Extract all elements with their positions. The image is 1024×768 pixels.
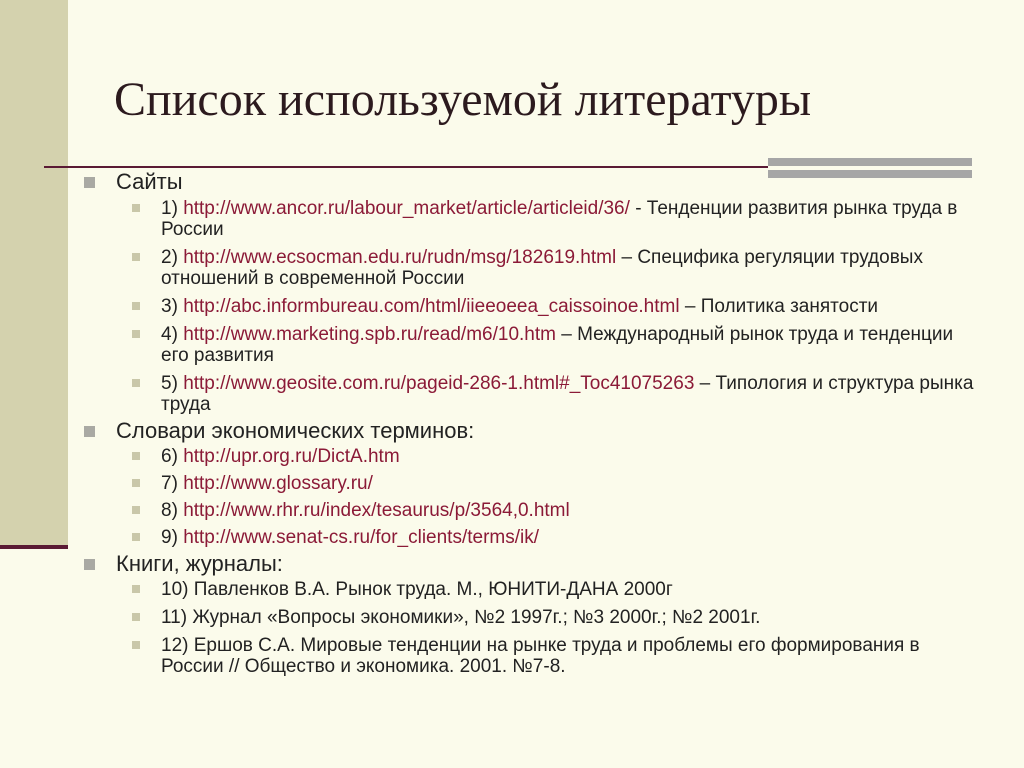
small-square-bullet-icon [132,330,140,338]
reference-item [84,635,986,677]
reference-description: - Тенденции развития рынка труда в России [161,198,958,240]
section-dictionaries [84,417,1004,548]
small-square-bullet-icon [132,585,140,593]
section-heading [84,168,1004,196]
reference-link[interactable]: http://abc.informbureau.com/html/iieeoeea_caissoinoe.html [183,296,680,317]
reference-number: 8) [161,500,178,521]
reference-item [84,198,986,240]
small-square-bullet-icon [132,506,140,514]
section-heading-label: Сайты [116,169,183,194]
reference-item [84,527,986,548]
square-bullet-icon [84,177,95,188]
reference-item [84,579,986,600]
reference-list [84,198,1004,415]
reference-item [84,607,986,628]
reference-description: – Специфика регуляции трудовых отношений в современной России [161,247,923,289]
reference-number: 12) [161,635,189,656]
section-heading-label: Словари экономических терминов: [116,418,475,443]
square-bullet-icon [84,426,95,437]
reference-item [84,324,986,366]
reference-number: 9) [161,527,178,548]
reference-number: 11) [161,607,188,628]
reference-item [84,446,986,467]
section-books [84,550,1004,677]
small-square-bullet-icon [132,204,140,212]
reference-item [84,373,986,415]
reference-number: 7) [161,473,178,494]
small-square-bullet-icon [132,479,140,487]
reference-item [84,296,986,317]
reference-item [84,500,986,521]
reference-number: 1) [161,198,178,219]
reference-link[interactable]: http://www.senat-cs.ru/for_clients/terms/ik/ [183,527,540,548]
reference-description: – Типология и структура рынка труда [161,373,974,415]
section-heading-label: Книги, журналы: [116,551,283,576]
small-square-bullet-icon [132,253,140,261]
reference-description: Павленков В.А. Рынок труда. М., ЮНИТИ-ДАНА 2000г [193,579,673,600]
reference-description: Журнал «Вопросы экономики», №2 1997г.; №3 2000г.; №2 2001г. [192,607,761,628]
reference-link[interactable]: http://www.ecsocman.edu.ru/rudn/msg/182619.html [183,247,617,268]
section-heading [84,417,1004,445]
reference-link[interactable]: http://www.glossary.ru/ [183,473,373,494]
reference-number: 5) [161,373,178,394]
reference-link[interactable]: http://www.marketing.spb.ru/read/m6/10.htm [183,324,556,345]
reference-description: – Международный рынок труда и тенденции его развития [161,324,954,366]
side-accent-rule [0,545,68,549]
reference-link[interactable]: http://www.rhr.ru/index/tesaurus/p/3564,0.html [183,500,570,521]
reference-item [84,473,986,494]
reference-number: 6) [161,446,178,467]
reference-list [84,446,1004,548]
small-square-bullet-icon [132,379,140,387]
reference-item [84,247,986,289]
reference-list [84,579,1004,677]
reference-link[interactable]: http://upr.org.ru/DictA.htm [183,446,400,467]
small-square-bullet-icon [132,613,140,621]
section-websites [84,168,1004,415]
square-bullet-icon [84,559,95,570]
reference-description: – Политика занятости [684,296,879,317]
reference-number: 10) [161,579,189,600]
reference-number: 3) [161,296,178,317]
slide-title: Список используемой литературы [114,73,812,126]
side-band [0,0,68,546]
reference-link[interactable]: http://www.geosite.com.ru/pageid-286-1.html#_Toc41075263 [183,373,695,394]
small-square-bullet-icon [132,452,140,460]
reference-number: 2) [161,247,178,268]
reference-number: 4) [161,324,178,345]
small-square-bullet-icon [132,302,140,310]
section-heading [84,550,1004,578]
small-square-bullet-icon [132,533,140,541]
reference-description: Ершов С.А. Мировые тенденции на рынке труда и проблемы его формирования в России // Общество и экономика. 2001. №7-8. [161,635,920,677]
small-square-bullet-icon [132,641,140,649]
bibliography-list [84,168,1004,684]
reference-link[interactable]: http://www.ancor.ru/labour_market/article/articleid/36/ [183,198,630,219]
